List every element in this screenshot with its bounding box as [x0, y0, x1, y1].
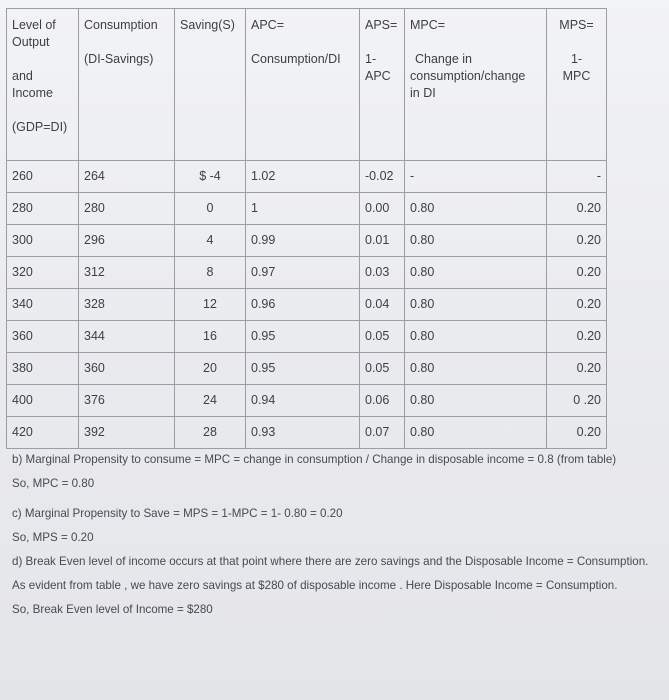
table-row [7, 385, 607, 417]
mps-cell: 0.20 [547, 321, 607, 353]
mpc-cell: 0.80 [405, 385, 547, 417]
consumption-cell: 312 [79, 257, 175, 289]
level-cell: 400 [7, 385, 79, 417]
header-mps: MPS= 1- MPC [547, 9, 607, 161]
level-cell: 300 [7, 225, 79, 257]
mps-cell: 0.20 [547, 257, 607, 289]
saving-cell: 24 [175, 385, 246, 417]
apc-cell: 1 [246, 193, 360, 225]
note-break-even-result: So, Break Even level of Income = $280 [12, 603, 213, 616]
note-mps-definition: c) Marginal Propensity to Save = MPS = 1-MPC = 1- 0.80 = 0.20 [12, 507, 343, 520]
mps-cell: 0.20 [547, 417, 607, 449]
note-mpc-definition: b) Marginal Propensity to consume = MPC = change in consumption / Change in disposable income = 0.8 (from table) [12, 453, 617, 466]
consumption-cell: 360 [79, 353, 175, 385]
header-mpc: MPC= Change in consumption/change in DI [405, 9, 547, 161]
table-row [7, 193, 607, 225]
saving-cell: 4 [175, 225, 246, 257]
economics-table [6, 8, 607, 449]
apc-cell: 0.97 [246, 257, 360, 289]
consumption-cell: 328 [79, 289, 175, 321]
aps-cell: 0.05 [360, 321, 405, 353]
consumption-cell: 392 [79, 417, 175, 449]
apc-cell: 0.93 [246, 417, 360, 449]
aps-cell: 0.06 [360, 385, 405, 417]
mpc-cell: 0.80 [405, 353, 547, 385]
level-cell: 340 [7, 289, 79, 321]
table-row [7, 161, 607, 193]
aps-cell: -0.02 [360, 161, 405, 193]
consumption-cell: 264 [79, 161, 175, 193]
note-mps-result: So, MPS = 0.20 [12, 531, 94, 544]
mpc-cell: 0.80 [405, 225, 547, 257]
apc-cell: 0.95 [246, 353, 360, 385]
apc-cell: 1.02 [246, 161, 360, 193]
header-row [7, 9, 607, 161]
consumption-cell: 344 [79, 321, 175, 353]
mps-cell: 0.20 [547, 193, 607, 225]
apc-cell: 0.96 [246, 289, 360, 321]
aps-cell: 0.05 [360, 353, 405, 385]
aps-cell: 0.04 [360, 289, 405, 321]
mpc-cell: - [405, 161, 547, 193]
level-cell: 420 [7, 417, 79, 449]
aps-cell: 0.01 [360, 225, 405, 257]
header-consumption: Consumption (DI-Savings) [79, 9, 175, 161]
header-apc: APC= Consumption/DI [246, 9, 360, 161]
level-cell: 260 [7, 161, 79, 193]
level-cell: 320 [7, 257, 79, 289]
note-zero-savings-evidence: As evident from table , we have zero savings at $280 of disposable income . Here Disposable Income = Consumption. [12, 579, 618, 592]
aps-cell: 0.07 [360, 417, 405, 449]
header-aps: APS= 1- APC [360, 9, 405, 161]
consumption-cell: 280 [79, 193, 175, 225]
saving-cell: 8 [175, 257, 246, 289]
table-row [7, 257, 607, 289]
table-row [7, 289, 607, 321]
note-mpc-result: So, MPC = 0.80 [12, 477, 95, 490]
aps-cell: 0.03 [360, 257, 405, 289]
apc-cell: 0.99 [246, 225, 360, 257]
mpc-cell: 0.80 [405, 289, 547, 321]
explanation-notes [12, 452, 660, 618]
saving-cell: 28 [175, 417, 246, 449]
level-cell: 280 [7, 193, 79, 225]
consumption-cell: 376 [79, 385, 175, 417]
level-cell: 360 [7, 321, 79, 353]
saving-cell: 16 [175, 321, 246, 353]
table-row [7, 225, 607, 257]
apc-cell: 0.95 [246, 321, 360, 353]
saving-cell: $ -4 [175, 161, 246, 193]
header-saving: Saving(S) [175, 9, 246, 161]
aps-cell: 0.00 [360, 193, 405, 225]
mpc-cell: 0.80 [405, 193, 547, 225]
level-cell: 380 [7, 353, 79, 385]
mps-cell: 0.20 [547, 353, 607, 385]
mps-cell: 0.20 [547, 225, 607, 257]
mpc-cell: 0.80 [405, 417, 547, 449]
saving-cell: 12 [175, 289, 246, 321]
note-break-even-definition: d) Break Even level of income occurs at that point where there are zero savings and the Disposable Income = Consumption. [12, 555, 649, 568]
mps-cell: - [547, 161, 607, 193]
mpc-cell: 0.80 [405, 257, 547, 289]
consumption-cell: 296 [79, 225, 175, 257]
table-row [7, 321, 607, 353]
table-row [7, 417, 607, 449]
mpc-cell: 0.80 [405, 321, 547, 353]
header-level-of-output: Level of Output and Income (GDP=DI) [7, 9, 79, 161]
mps-cell: 0.20 [547, 289, 607, 321]
table-row [7, 353, 607, 385]
mps-cell: 0 .20 [547, 385, 607, 417]
apc-cell: 0.94 [246, 385, 360, 417]
saving-cell: 20 [175, 353, 246, 385]
saving-cell: 0 [175, 193, 246, 225]
